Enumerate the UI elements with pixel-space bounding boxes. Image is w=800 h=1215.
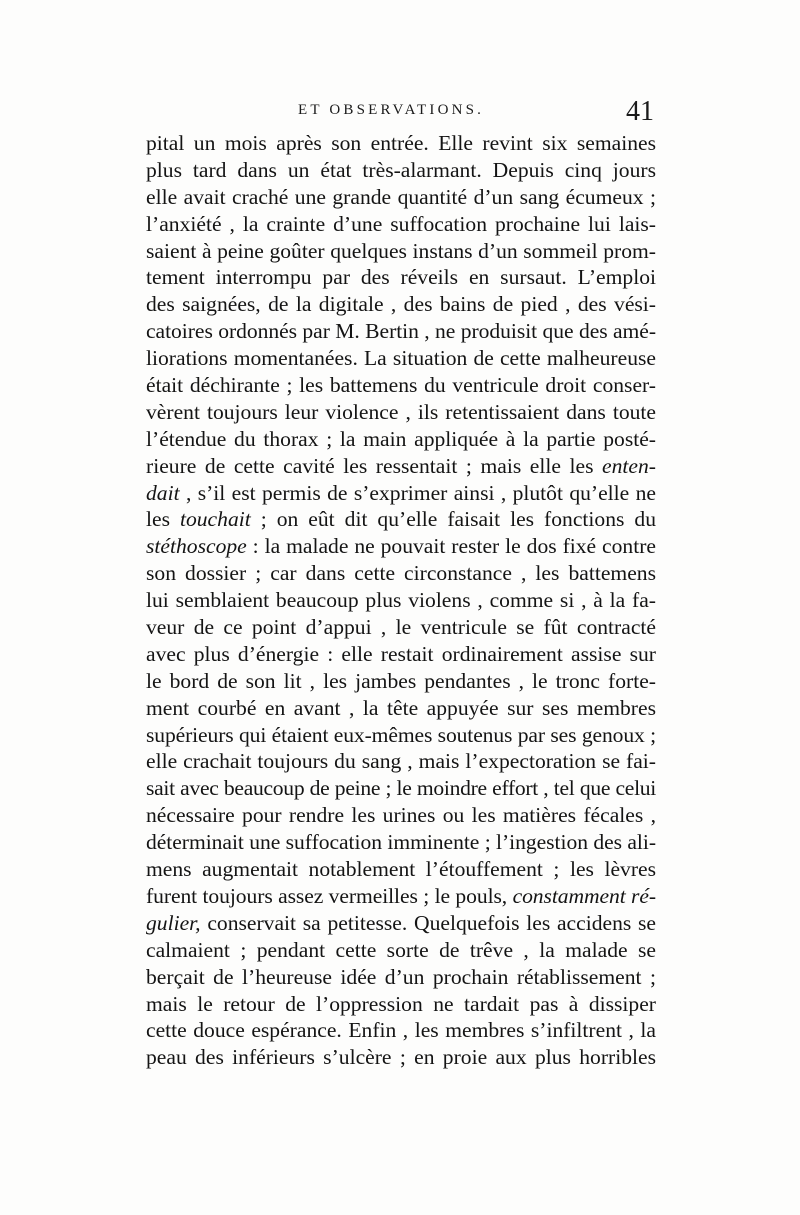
text-line: nécessaire pour rendre les urines ou les matières fécales , bbox=[146, 803, 656, 828]
text-line: plus tard dans un état très-alarmant. Depuis cinq jours bbox=[146, 157, 656, 182]
text-line: catoires ordonnés par M. Bertin , ne produisit que des amé- bbox=[146, 319, 656, 344]
text-line: mens augmentait notablement l’étouffement ; les lèvres bbox=[146, 857, 656, 882]
text-line: l’étendue du thorax ; la main appliquée à la partie posté- bbox=[146, 426, 656, 451]
text-line: peau des inférieurs s’ulcère ; en proie aux plus horribles bbox=[146, 1045, 656, 1070]
text-line: des saignées, de la digitale , des bains de pied , des vési- bbox=[146, 292, 656, 317]
text-line: ment courbé en avant , la tête appuyée sur ses membres bbox=[146, 695, 656, 720]
text-line: déterminait une suffocation imminente ; l’ingestion des ali- bbox=[146, 830, 656, 855]
text-line: lui semblaient beaucoup plus violens , comme si , à la fa- bbox=[146, 588, 656, 613]
text-line: le bord de son lit , les jambes pendantes , le tronc forte- bbox=[146, 668, 656, 693]
text-line: son dossier ; car dans cette circonstance , les battemens bbox=[146, 561, 656, 586]
text-line: stéthoscope : la malade ne pouvait rester le dos fixé contre bbox=[146, 534, 656, 559]
body-text bbox=[146, 130, 656, 1071]
text-line: saient à peine goûter quelques instans d’un sommeil prom- bbox=[146, 238, 656, 263]
running-head bbox=[0, 96, 800, 130]
text-line: veur de ce point d’appui , le ventricule se fût contracté bbox=[146, 615, 656, 640]
text-line: avec plus d’énergie : elle restait ordinairement assise sur bbox=[146, 641, 656, 666]
text-line: supérieurs qui étaient eux-mêmes soutenus par ses genoux ; bbox=[146, 722, 656, 747]
text-line: furent toujours assez vermeilles ; le pouls, constamment ré- bbox=[146, 883, 656, 908]
text-line: calmaient ; pendant cette sorte de trêve , la malade se bbox=[146, 937, 656, 962]
text-line: les touchait ; on eût dit qu’elle faisait les fonctions du bbox=[146, 507, 656, 532]
text-line: vèrent toujours leur violence , ils retentissaient dans toute bbox=[146, 399, 656, 424]
text-line: berçait de l’heureuse idée d’un prochain rétablissement ; bbox=[146, 964, 656, 989]
text-line: liorations momentanées. La situation de cette malheureuse bbox=[146, 346, 656, 371]
text-line: rieure de cette cavité les ressentait ; mais elle les enten- bbox=[146, 453, 656, 478]
text-line: sait avec beaucoup de peine ; le moindre effort , tel que celui bbox=[146, 776, 656, 801]
text-line: elle avait craché une grande quantité d’un sang écumeux ; bbox=[146, 184, 656, 209]
page-number: 41 bbox=[626, 96, 654, 127]
text-line: gulier, conservait sa petitesse. Quelquefois les accidens se bbox=[146, 910, 656, 935]
running-title: ET OBSERVATIONS. bbox=[298, 102, 485, 118]
text-line: tement interrompu par des réveils en sursaut. L’emploi bbox=[146, 265, 656, 290]
text-line: dait , s’il est permis de s’exprimer ainsi , plutôt qu’elle ne bbox=[146, 480, 656, 505]
text-line: était déchirante ; les battemens du ventricule droit conser- bbox=[146, 373, 656, 398]
text-line: l’anxiété , la crainte d’une suffocation prochaine lui lais- bbox=[146, 211, 656, 236]
text-line: pital un mois après son entrée. Elle revint six semaines bbox=[146, 131, 656, 155]
text-line: elle crachait toujours du sang , mais l’expectoration se fai- bbox=[146, 749, 656, 774]
text-line: mais le retour de l’oppression ne tardait pas à dissiper bbox=[146, 991, 656, 1016]
text-line: cette douce espérance. Enfin , les membres s’infiltrent , la bbox=[146, 1018, 656, 1043]
